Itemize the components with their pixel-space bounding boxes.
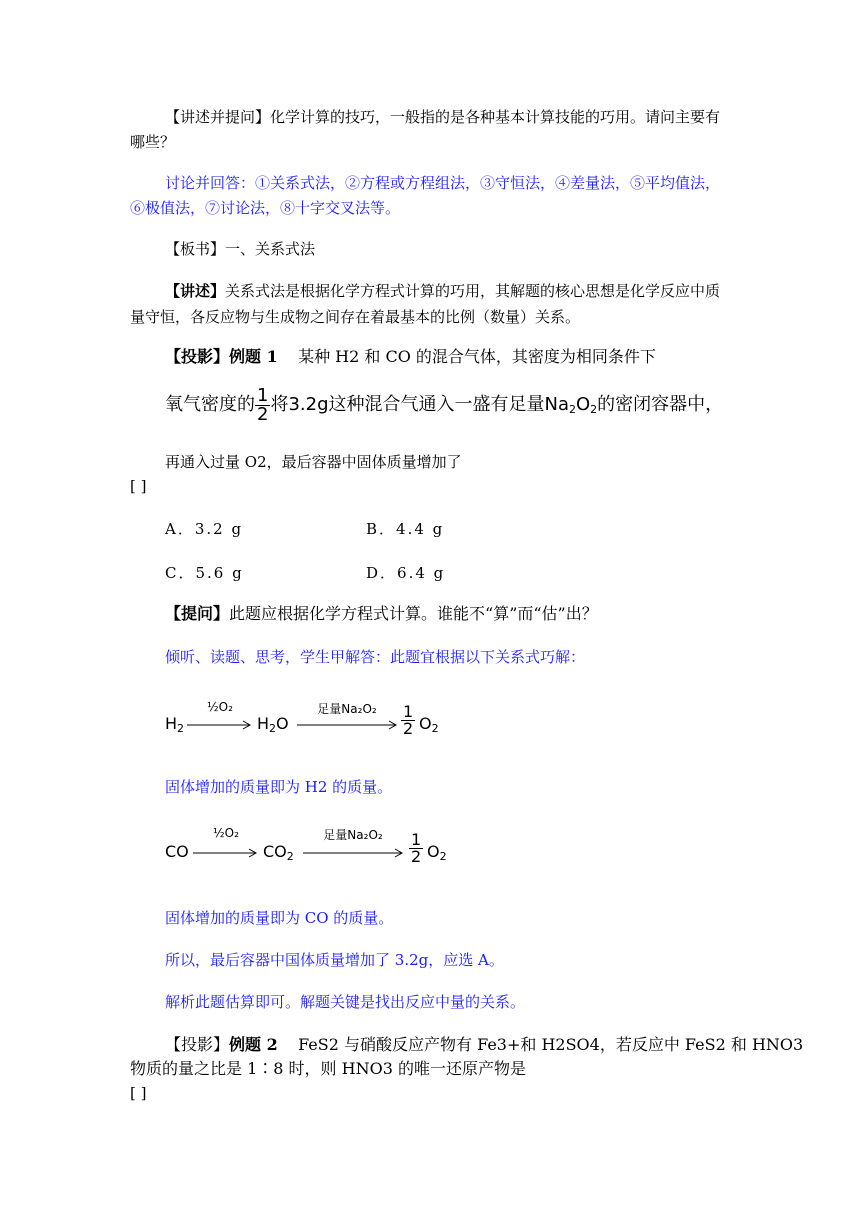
- tag-projection-2: 【投影】: [165, 1035, 230, 1054]
- arrow-icon: [187, 720, 253, 730]
- board-text: 一、关系式法: [225, 240, 316, 258]
- example2-line1: FeS2 与硝酸反应产物有 Fe3+和 H2SO4，若反应中 FeS2 和 HNO3: [298, 1035, 804, 1054]
- img-text-pre: 氧气密度的: [165, 394, 255, 415]
- eq2-end: [427, 842, 447, 863]
- arrow-icon: [303, 848, 405, 858]
- example1-text: 某种 H2 和 CO 的混合气体，其密度为相同条件下: [298, 347, 656, 366]
- example1-answer-bracket[interactable]: [ ]: [130, 477, 147, 495]
- option-d[interactable]: D．6.4 g: [366, 564, 446, 582]
- eq1-end: [419, 714, 439, 735]
- eq1-start-h: H: [165, 714, 178, 733]
- tag-lecture-question: 【讲述并提问】: [165, 108, 271, 126]
- discussion-answer-line2: ⑥极值法，⑦讨论法，⑧十字交叉法等。: [130, 199, 401, 217]
- eq1-frac-num: 1: [403, 702, 414, 721]
- p4-line1: 关系式法是根据化学方程式计算的巧用，其解题的核心思想是化学反应中质: [225, 282, 721, 300]
- example2-title: 例题 2: [229, 1035, 278, 1054]
- img-text-mid: 将3.2g这种混合气通入一盛有足量Na: [270, 394, 569, 415]
- img-subscript: 2: [569, 403, 576, 416]
- example2-heading: [165, 1032, 803, 1058]
- analysis-note: 解析此题估算即可。解题关键是找出反应中量的关系。: [165, 993, 526, 1011]
- discussion-answer-line1: 讨论并回答：①关系式法，②方程或方程组法，③守恒法，④差量法，⑤平均值法，: [165, 174, 721, 192]
- eq1-arrow1-label: ½O₂: [207, 700, 233, 714]
- eq2-start: CO: [165, 842, 189, 861]
- arrow-icon: [297, 720, 399, 730]
- img-text-post: 的密闭容器中，: [597, 394, 724, 415]
- tag-lecture: 【讲述】: [165, 282, 226, 300]
- eq1-mid: [257, 714, 289, 735]
- eq2-mid: [263, 842, 294, 863]
- option-b[interactable]: B．4.4 g: [366, 520, 445, 538]
- eq2-fraction: [409, 832, 423, 865]
- tag-board: 【板书】: [165, 240, 226, 258]
- eq2-end-sub: 2: [439, 850, 447, 863]
- eq1-mid-sub: 2: [269, 722, 277, 735]
- example2-line2: 物质的量之比是 1∶8 时，则 HNO3 的唯一还原产物是: [130, 1059, 526, 1078]
- example2-answer-bracket[interactable]: [ ]: [130, 1084, 147, 1102]
- tag-projection-1: 【投影】: [165, 347, 230, 366]
- eq2-frac-num: 1: [411, 830, 422, 849]
- conclusion: 所以，最后容器中国体质量增加了 3.2g，应选 A。: [165, 951, 504, 969]
- paragraph-lecture-question: [165, 104, 720, 130]
- student-answer: 倾听、读题、思考，学生甲解答：此题宜根据以下关系式巧解：: [165, 648, 586, 666]
- eq2-mid-co: CO: [263, 842, 287, 861]
- p1-line1: 化学计算的技巧，一般指的是各种基本计算技能的巧用。请问主要有: [270, 108, 721, 126]
- arrow-icon: [193, 848, 259, 858]
- result-co: 固体增加的质量即为 CO 的质量。: [165, 909, 394, 927]
- p1-line2: 哪些？: [130, 133, 176, 151]
- eq1-start-sub: 2: [177, 722, 185, 735]
- example1-title: 例题 1: [229, 347, 278, 366]
- eq2-arrow2-label: 足量Na₂O₂: [323, 828, 383, 842]
- tag-question: 【提问】: [165, 604, 230, 623]
- equation-h2-chain: [165, 700, 465, 752]
- eq1-fraction: [401, 704, 415, 737]
- img-subscript-2: 2: [590, 403, 598, 416]
- result-h2: 固体增加的质量即为 H2 的质量。: [165, 778, 393, 796]
- eq1-mid-h: H: [257, 714, 270, 733]
- question-paragraph: [165, 601, 598, 627]
- eq1-arrow2-label: 足量Na₂O₂: [317, 702, 377, 716]
- p4-line2: 量守恒，各反应物与生成物之间存在着最基本的比例（数量）关系。: [130, 308, 581, 326]
- equation-co-chain: [165, 826, 465, 878]
- example1-heading: [165, 344, 656, 370]
- example1-condition-image: [165, 383, 723, 432]
- option-c[interactable]: C．5.6 g: [165, 564, 244, 582]
- img-oxygen: O: [576, 394, 591, 415]
- eq1-end-o: O: [419, 714, 432, 733]
- eq2-arrow1-label: ½O₂: [213, 826, 239, 840]
- eq1-frac-den: 2: [403, 719, 414, 738]
- fraction-numerator: 1: [257, 384, 269, 406]
- question-text: 此题应根据化学方程式计算。谁能不“算”而“估”出？: [229, 604, 598, 623]
- fraction-denominator: 2: [257, 403, 269, 425]
- eq1-start: [165, 714, 184, 735]
- eq2-frac-den: 2: [411, 847, 422, 866]
- lecture-paragraph: [165, 278, 720, 304]
- eq2-end-o: O: [427, 842, 440, 861]
- option-a[interactable]: A．3.2 g: [165, 520, 244, 538]
- eq1-end-sub: 2: [431, 722, 439, 735]
- example1-line3: 再通入过量 O2，最后容器中固体质量增加了: [165, 453, 462, 471]
- eq2-mid-sub: 2: [286, 850, 294, 863]
- half-fraction: [255, 384, 270, 425]
- board-heading: [165, 236, 315, 262]
- eq1-mid-o: O: [276, 714, 289, 733]
